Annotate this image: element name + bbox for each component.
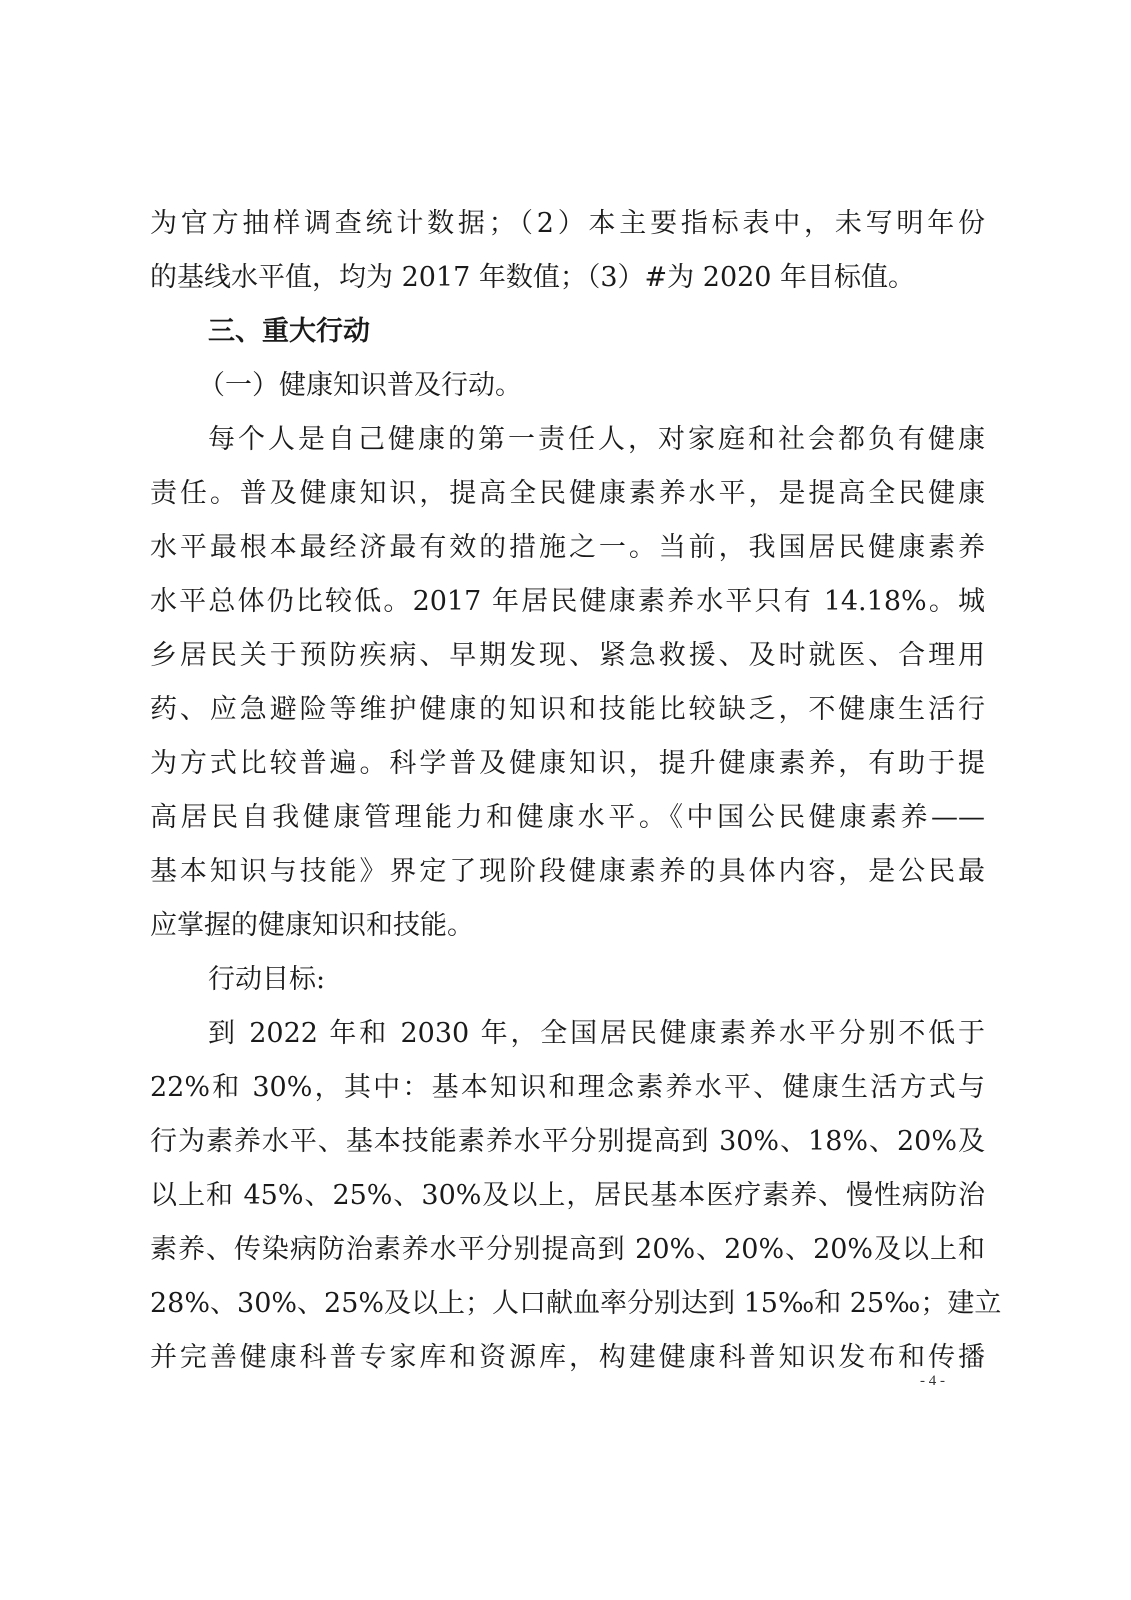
page-number: - 4 -: [920, 1373, 945, 1389]
body-text-line: 基本知识与技能》界定了现阶段健康素养的具体内容，是公民最: [150, 856, 985, 887]
body-text-line: 素养、传染病防治素养水平分别提高到 20%、20%、20%及以上和: [150, 1234, 985, 1265]
body-text-line: 药、应急避险等维护健康的知识和技能比较缺乏，不健康生活行: [150, 694, 985, 725]
section-heading: 三、重大行动: [208, 316, 370, 347]
body-text-line: 到 2022 年和 2030 年，全国居民健康素养水平分别不低于: [208, 1018, 985, 1049]
body-text-line: 并完善健康科普专家库和资源库，构建健康科普知识发布和传播: [150, 1342, 985, 1373]
body-text-line: 为方式比较普遍。科学普及健康知识，提升健康素养，有助于提: [150, 748, 985, 779]
body-text-line: 高居民自我健康管理能力和健康水平。《中国公民健康素养——: [150, 802, 985, 833]
body-text-line: 的基线水平值，均为 2017 年数值；（3）#为 2020 年目标值。: [150, 262, 916, 293]
body-text-line: 为官方抽样调查统计数据；（2）本主要指标表中，未写明年份: [150, 208, 985, 239]
subsection-heading: （一）健康知识普及行动。: [198, 370, 522, 401]
body-text-line: 以上和 45%、25%、30%及以上，居民基本医疗素养、慢性病防治: [150, 1180, 985, 1211]
body-text-line: 行为素养水平、基本技能素养水平分别提高到 30%、18%、20%及: [150, 1126, 985, 1157]
body-text-line: 水平最根本最经济最有效的措施之一。当前，我国居民健康素养: [150, 532, 985, 563]
body-text-line: 22%和 30%，其中：基本知识和理念素养水平、健康生活方式与: [150, 1072, 985, 1103]
objectives-label: 行动目标:: [208, 964, 326, 995]
body-text-line: 水平总体仍比较低。2017 年居民健康素养水平只有 14.18%。城: [150, 586, 985, 617]
body-text-line: 责任。普及健康知识，提高全民健康素养水平，是提高全民健康: [150, 478, 985, 509]
body-text-line: 应掌握的健康知识和技能。: [150, 910, 474, 941]
body-text-line: 每个人是自己健康的第一责任人，对家庭和社会都负有健康: [208, 424, 985, 455]
body-text-line: 28%、30%、25%及以上；人口献血率分别达到 15‰和 25‰；建立: [150, 1288, 1002, 1319]
body-text-line: 乡居民关于预防疾病、早期发现、紧急救援、及时就医、合理用: [150, 640, 985, 671]
